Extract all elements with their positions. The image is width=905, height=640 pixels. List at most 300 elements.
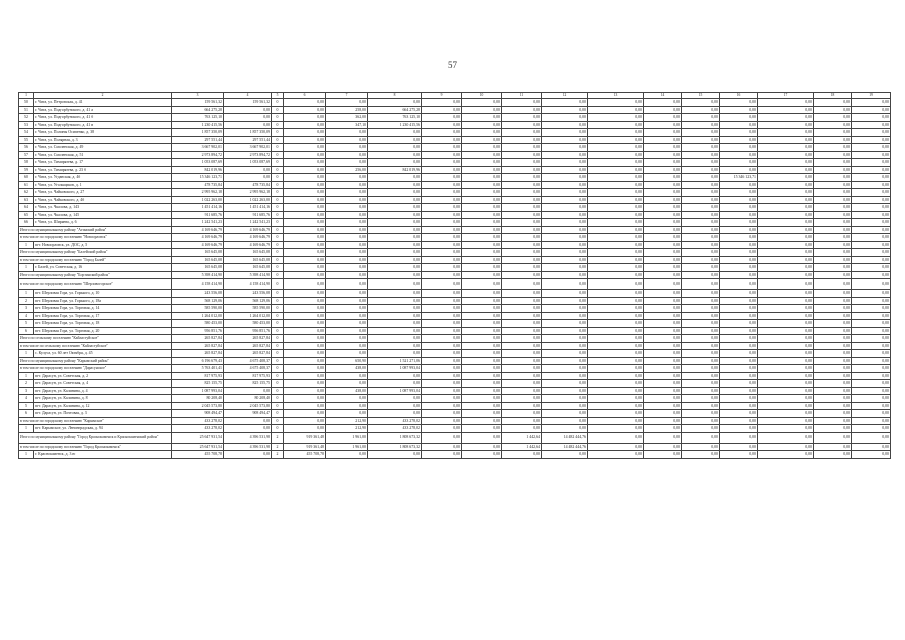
cell-value: 0,00	[814, 211, 852, 219]
cell-value: 0,00	[644, 106, 682, 114]
cell-value: 0,00	[422, 312, 462, 320]
cell-value: 0,00	[852, 417, 891, 425]
cell-value: 568 129,06	[172, 297, 224, 305]
cell-value: 0,00	[502, 136, 542, 144]
cell-value: 1 242 541,23	[224, 219, 272, 227]
cell-value: 0,00	[758, 196, 814, 204]
cell-value: 4 169 646,79	[224, 241, 272, 249]
cell-value: 0,00	[644, 144, 682, 152]
cell-value: 0,00	[852, 219, 891, 227]
cell-value: 0,00	[758, 305, 814, 313]
cell-value: 0,00	[758, 350, 814, 358]
cell-value: 0,00	[502, 256, 542, 264]
cell-value: 297 551,44	[172, 136, 224, 144]
cell-value: 0,00	[542, 387, 588, 395]
row-index: 1	[19, 241, 34, 249]
cell-value: 0,00	[644, 380, 682, 388]
cell-value: 0,00	[422, 279, 462, 290]
column-number: 5	[272, 93, 284, 99]
cell-value: 0,00	[644, 387, 682, 395]
cell-value: 0	[272, 402, 284, 410]
table-row	[19, 380, 891, 388]
row-name: пгт. Шерловая Гора, ул. Горького, д. 10	[34, 290, 172, 298]
row-index: 2	[19, 297, 34, 305]
cell-value: 0,00	[462, 357, 502, 365]
cell-value: 0,00	[542, 106, 588, 114]
table-row	[19, 144, 891, 152]
row-index: 59	[19, 166, 34, 174]
cell-value: 0,00	[644, 159, 682, 167]
cell-value: 919 361,48	[284, 432, 326, 443]
cell-value: 0,00	[284, 312, 326, 320]
row-index: 53	[19, 121, 34, 129]
cell-value: 0,00	[462, 342, 502, 350]
cell-value: 0,00	[852, 387, 891, 395]
cell-value: 0,00	[644, 129, 682, 137]
cell-value: 763 125,10	[368, 114, 422, 122]
cell-value: 0,00	[720, 241, 758, 249]
cell-value: 0,00	[644, 342, 682, 350]
cell-value: 0,00	[422, 99, 462, 107]
row-index: 4	[19, 312, 34, 320]
cell-value: 0,00	[758, 335, 814, 343]
cell-value: 0,00	[758, 290, 814, 298]
cell-value: 0,00	[758, 312, 814, 320]
cell-value: 0,00	[682, 114, 720, 122]
cell-value: 0,00	[284, 410, 326, 418]
cell-value: 0,00	[462, 327, 502, 335]
cell-value: 5 763 401,41	[172, 365, 224, 373]
cell-value: 0,00	[284, 335, 326, 343]
cell-value: 0,00	[422, 305, 462, 313]
cell-value: 165 645,08	[224, 264, 272, 272]
cell-value: 0,00	[284, 114, 326, 122]
cell-value: 0,00	[462, 136, 502, 144]
cell-value: 0,00	[852, 312, 891, 320]
cell-value: 0,00	[502, 204, 542, 212]
cell-value: 0,00	[588, 417, 644, 425]
cell-value: 0,00	[814, 342, 852, 350]
cell-value: 433 278,02	[172, 417, 224, 425]
table-row	[19, 241, 891, 249]
cell-value: 4 169 646,79	[224, 226, 272, 234]
cell-value: 0,00	[682, 443, 720, 451]
cell-value: 0,00	[720, 395, 758, 403]
cell-value: 0,00	[284, 271, 326, 279]
table-row	[19, 219, 891, 227]
cell-value: 0,00	[682, 151, 720, 159]
cell-value: 0,00	[682, 144, 720, 152]
cell-value: 0,00	[852, 234, 891, 242]
cell-value: 0,00	[588, 290, 644, 298]
cell-value: 0,00	[758, 320, 814, 328]
cell-value: 4 169 646,79	[224, 234, 272, 242]
cell-value: 0,00	[502, 151, 542, 159]
cell-value: 0,00	[720, 226, 758, 234]
cell-value: 0,00	[462, 166, 502, 174]
cell-value: 0,00	[814, 387, 852, 395]
cell-value: 0,00	[368, 234, 422, 242]
cell-value: 911 685,76	[224, 211, 272, 219]
cell-value: 0,00	[720, 264, 758, 272]
cell-value: 0,00	[682, 417, 720, 425]
cell-value: 0,00	[368, 297, 422, 305]
cell-value: 0,00	[368, 219, 422, 227]
column-number: 14	[644, 93, 682, 99]
cell-value: 908 494,47	[172, 410, 224, 418]
cell-value: 0,00	[462, 189, 502, 197]
cell-value: 0,00	[462, 387, 502, 395]
cell-value: 0,00	[644, 211, 682, 219]
column-number: 12	[542, 93, 588, 99]
cell-value: 0,00	[422, 271, 462, 279]
cell-value: 0,00	[326, 136, 368, 144]
cell-value: 0,00	[462, 106, 502, 114]
cell-value: 0,00	[758, 211, 814, 219]
cell-value: 0,00	[542, 290, 588, 298]
cell-value: 0,00	[758, 166, 814, 174]
cell-value: 0,00	[462, 219, 502, 227]
cell-value: 0,00	[758, 189, 814, 197]
cell-value: 0,00	[422, 380, 462, 388]
cell-value: 0,00	[326, 234, 368, 242]
cell-value: 455 708,78	[172, 451, 224, 459]
cell-value: 0,00	[758, 159, 814, 167]
cell-value: 0,00	[758, 129, 814, 137]
cell-value: 0,00	[682, 320, 720, 328]
cell-value: 0,00	[644, 443, 682, 451]
cell-value: 0,00	[422, 106, 462, 114]
cell-value: 0,00	[542, 256, 588, 264]
cell-value: 0,00	[502, 305, 542, 313]
cell-value: 0,00	[588, 144, 644, 152]
cell-value: 0,00	[284, 181, 326, 189]
cell-value: 25 647 931,54	[172, 443, 224, 451]
cell-value: 0,00	[814, 350, 852, 358]
cell-value: 0,00	[720, 151, 758, 159]
cell-value: 0,00	[852, 443, 891, 451]
row-name: пгт. Шерловая Гора, ул. Торговая, д. 20	[34, 327, 172, 335]
row-name: г. Балей, ул. Советская, д. 16	[34, 264, 172, 272]
cell-value: 0,00	[588, 357, 644, 365]
cell-value: 0,00	[502, 380, 542, 388]
table-row	[19, 297, 891, 305]
cell-value: 1 808 673,32	[368, 432, 422, 443]
cell-value: 0,00	[284, 226, 326, 234]
cell-value: 0,00	[326, 204, 368, 212]
cell-value: 0,00	[588, 189, 644, 197]
cell-value: 3 667 902,01	[224, 144, 272, 152]
cell-value: 0,00	[758, 256, 814, 264]
cell-value: 0,00	[502, 372, 542, 380]
cell-value: 0,00	[588, 342, 644, 350]
cell-value: 0,00	[326, 174, 368, 182]
cell-value: 0,00	[588, 335, 644, 343]
cell-value: 0,00	[326, 264, 368, 272]
cell-value: 1 022 263,00	[224, 196, 272, 204]
cell-value: 0,00	[720, 114, 758, 122]
table-row	[19, 451, 891, 459]
cell-value: 0,00	[224, 387, 272, 395]
summary-row	[19, 256, 891, 264]
cell-value: 0,00	[758, 357, 814, 365]
cell-value: 159 561,32	[224, 99, 272, 107]
cell-value: 0,00	[720, 342, 758, 350]
cell-value: 0,00	[644, 335, 682, 343]
cell-value: 0,00	[758, 402, 814, 410]
cell-value: 0,00	[720, 357, 758, 365]
cell-value: 0,00	[814, 372, 852, 380]
cell-value: 0,00	[326, 99, 368, 107]
column-number: 19	[852, 93, 891, 99]
cell-value: 0,00	[542, 114, 588, 122]
cell-value: 825 155,75	[224, 380, 272, 388]
cell-value: 0,00	[814, 410, 852, 418]
cell-value: 0,00	[326, 159, 368, 167]
cell-value: 0,00	[720, 144, 758, 152]
cell-value: 0,00	[368, 144, 422, 152]
cell-value: 0,00	[502, 357, 542, 365]
cell-value: 0,00	[502, 402, 542, 410]
cell-value: 0	[272, 234, 284, 242]
cell-value: 0,00	[542, 129, 588, 137]
cell-value: 0	[272, 136, 284, 144]
cell-value: 0,00	[758, 241, 814, 249]
cell-value: 0,00	[814, 451, 852, 459]
cell-value: 0,00	[682, 181, 720, 189]
cell-value: 15 346 123,71	[172, 174, 224, 182]
cell-value: 0,00	[682, 264, 720, 272]
cell-value: 0,00	[758, 99, 814, 107]
cell-value: 0,00	[814, 234, 852, 242]
cell-value: 0,00	[758, 395, 814, 403]
cell-value: 0,00	[224, 166, 272, 174]
cell-value: 0,00	[462, 99, 502, 107]
cell-value: 0,00	[814, 264, 852, 272]
summary-row	[19, 342, 891, 350]
cell-value: 0,00	[368, 196, 422, 204]
cell-value: 4 158 414,90	[224, 279, 272, 290]
cell-value: 0,00	[542, 144, 588, 152]
cell-value: 0,00	[502, 219, 542, 227]
cell-value: 0,00	[814, 417, 852, 425]
cell-value: 1 053 087,69	[224, 159, 272, 167]
cell-value: 0,00	[720, 181, 758, 189]
cell-value: 0,00	[644, 402, 682, 410]
cell-value: 0,00	[462, 443, 502, 451]
summary-row	[19, 443, 891, 451]
row-name: г. Чита, ул. Тимирязева, д. 23 б	[34, 166, 172, 174]
table-row	[19, 387, 891, 395]
cell-value: 0,00	[462, 241, 502, 249]
cell-value: 478 735,84	[224, 181, 272, 189]
cell-value: 0	[272, 189, 284, 197]
column-number: 7	[326, 93, 368, 99]
cell-value: 0,00	[542, 395, 588, 403]
cell-value: 0,00	[284, 327, 326, 335]
cell-value: 0,00	[720, 121, 758, 129]
cell-value: 0,00	[814, 219, 852, 227]
cell-value: 585 590,00	[172, 305, 224, 313]
cell-value: 0,00	[326, 327, 368, 335]
cell-value: 0,00	[326, 129, 368, 137]
cell-value: 0,00	[422, 256, 462, 264]
cell-value: 842 019,96	[172, 166, 224, 174]
cell-value: 0,00	[502, 159, 542, 167]
cell-value: 0,00	[368, 256, 422, 264]
cell-value: 0,00	[284, 342, 326, 350]
table-row	[19, 159, 891, 167]
row-name: г. Чита, ул. Чкалова, д. 143	[34, 204, 172, 212]
table-row	[19, 264, 891, 272]
cell-value: 0	[272, 395, 284, 403]
cell-value: 956 851,76	[224, 327, 272, 335]
summary-row	[19, 249, 891, 257]
cell-value: 0,00	[644, 425, 682, 433]
cell-value: 0,00	[758, 264, 814, 272]
row-index: 58	[19, 159, 34, 167]
cell-value: 0,00	[502, 196, 542, 204]
row-index: 3	[19, 387, 34, 395]
cell-value: 0,00	[682, 211, 720, 219]
cell-value: 0,00	[542, 305, 588, 313]
cell-value: 0	[272, 297, 284, 305]
cell-value: 0,00	[644, 204, 682, 212]
table-row	[19, 410, 891, 418]
cell-value: 0,00	[462, 350, 502, 358]
summary-row	[19, 279, 891, 290]
table-row	[19, 372, 891, 380]
cell-value: 0,00	[542, 417, 588, 425]
cell-value: 0,00	[814, 365, 852, 373]
cell-value: 0,00	[422, 395, 462, 403]
cell-value: 0,00	[758, 144, 814, 152]
cell-value: 0,00	[852, 305, 891, 313]
cell-value: 0,00	[502, 417, 542, 425]
cell-value: 0,00	[758, 425, 814, 433]
cell-value: 0,00	[644, 226, 682, 234]
cell-value: 664 275,28	[172, 106, 224, 114]
cell-value: 0,00	[588, 234, 644, 242]
cell-value: 0,00	[368, 380, 422, 388]
cell-value: 0,00	[588, 372, 644, 380]
row-index: 1	[19, 264, 34, 272]
cell-value: 0,00	[852, 279, 891, 290]
cell-value: 0,00	[758, 417, 814, 425]
cell-value: 0,00	[814, 159, 852, 167]
cell-value: 0	[272, 256, 284, 264]
row-name: пгт. Карымское, ул. Ленинградская, д. 94	[34, 425, 172, 433]
cell-value: 159 561,32	[172, 99, 224, 107]
cell-value: 0,00	[682, 241, 720, 249]
cell-value: 0,00	[422, 342, 462, 350]
cell-value: 0,00	[814, 99, 852, 107]
cell-value: 0,00	[720, 106, 758, 114]
cell-value: 2 973 894,72	[172, 151, 224, 159]
cell-value: 0,00	[542, 297, 588, 305]
cell-value: 0,00	[852, 365, 891, 373]
cell-value: 0,00	[588, 249, 644, 257]
cell-value: 0,00	[758, 204, 814, 212]
cell-value: 0,00	[682, 196, 720, 204]
table-row	[19, 99, 891, 107]
cell-value: 0,00	[368, 136, 422, 144]
cell-value: 0,00	[588, 320, 644, 328]
cell-value: 0,00	[720, 451, 758, 459]
cell-value: 0,00	[368, 290, 422, 298]
row-index: 6	[19, 327, 34, 335]
cell-value: 0,00	[462, 174, 502, 182]
cell-value: 0,00	[588, 451, 644, 459]
cell-value: 0,00	[422, 432, 462, 443]
summary-row	[19, 432, 891, 443]
cell-value: 0,00	[542, 312, 588, 320]
cell-value: 0,00	[502, 129, 542, 137]
cell-value: 0,00	[588, 151, 644, 159]
cell-value: 0,00	[326, 196, 368, 204]
cell-value: 0,00	[368, 372, 422, 380]
cell-value: 0,00	[758, 174, 814, 182]
cell-value: 0,00	[588, 129, 644, 137]
cell-value: 0,00	[588, 387, 644, 395]
cell-value: 0,00	[588, 443, 644, 451]
cell-value: 0,00	[502, 350, 542, 358]
cell-value: 0,00	[368, 312, 422, 320]
cell-value: 2 045 573,80	[224, 402, 272, 410]
row-index: 1	[19, 290, 34, 298]
cell-value: 2 995 962,18	[172, 189, 224, 197]
table-row	[19, 211, 891, 219]
cell-value: 0,00	[422, 327, 462, 335]
cell-value: 0,00	[462, 451, 502, 459]
row-name: г. Чита, ул. Ширяева, д. 6	[34, 219, 172, 227]
cell-value: 0,00	[644, 249, 682, 257]
row-name: г. Чита, ул. Полярная, д. 3	[34, 136, 172, 144]
cell-value: 0,00	[852, 136, 891, 144]
cell-value: 0,00	[368, 159, 422, 167]
cell-value: 0,00	[720, 166, 758, 174]
cell-value: 2	[272, 443, 284, 451]
cell-value: 433 278,02	[172, 425, 224, 433]
row-name: г. Чита, ул. Подгорбунского, д. 41 б	[34, 114, 172, 122]
cell-value: 0,00	[224, 114, 272, 122]
cell-value: 0,00	[326, 189, 368, 197]
row-index: 4	[19, 395, 34, 403]
cell-value: 0,00	[720, 417, 758, 425]
cell-value: 0,00	[720, 99, 758, 107]
cell-value: 0,00	[542, 372, 588, 380]
column-number: 17	[758, 93, 814, 99]
cell-value: 0,00	[422, 189, 462, 197]
cell-value: 0,00	[588, 279, 644, 290]
cell-value: 0,00	[422, 204, 462, 212]
cell-value: 5 398 414,90	[172, 271, 224, 279]
cell-value: 0,00	[758, 443, 814, 451]
cell-value: 580 453,00	[224, 320, 272, 328]
cell-value: 0,00	[326, 256, 368, 264]
cell-value: 0,00	[326, 297, 368, 305]
cell-value: 1 961,00	[326, 432, 368, 443]
cell-value: 0,00	[542, 174, 588, 182]
cell-value: 0,00	[644, 372, 682, 380]
table-row	[19, 196, 891, 204]
cell-value: 0,00	[588, 219, 644, 227]
cell-value: 0,00	[284, 357, 326, 365]
table-row	[19, 114, 891, 122]
cell-value: 0,00	[720, 249, 758, 257]
cell-value: 0,00	[682, 159, 720, 167]
cell-value: 0,00	[462, 372, 502, 380]
